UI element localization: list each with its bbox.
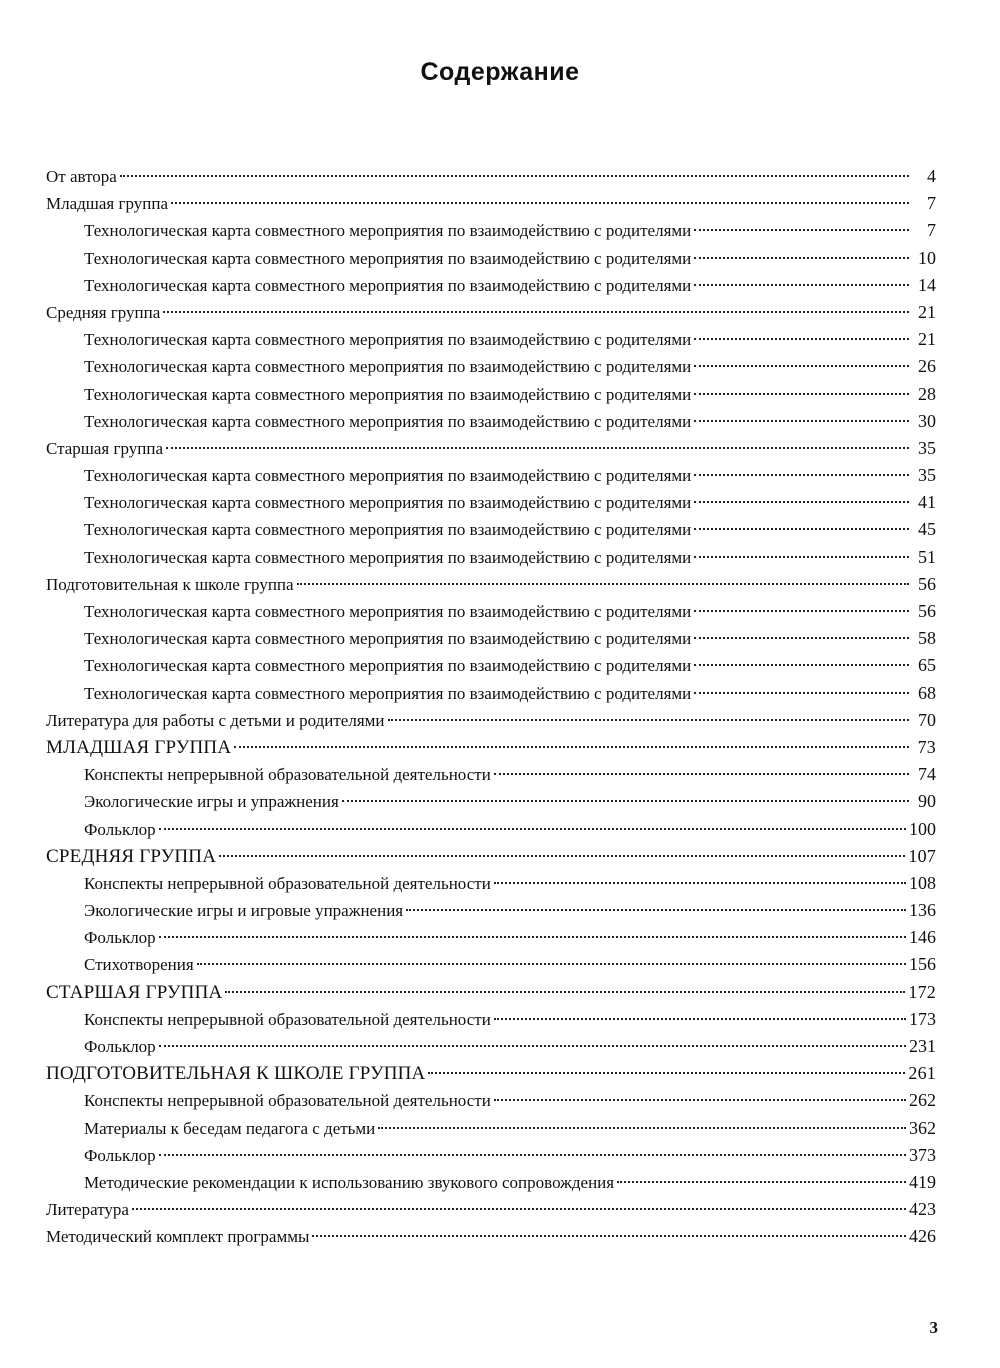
toc-entry-title: Технологическая карта совместного мероприятия по взаимодействию с родителями <box>84 493 692 513</box>
toc-entry-title: Материалы к беседам педагога с детьми <box>84 1118 376 1138</box>
toc-entry-page: 7 <box>927 193 936 214</box>
toc-entry-title: Средняя группа <box>46 302 161 322</box>
toc-entry-page: 58 <box>918 628 936 649</box>
dot-leader <box>694 474 909 476</box>
toc-subentry[interactable] <box>46 870 936 897</box>
toc-entry-title: Технологическая карта совместного мероприятия по взаимодействию с родителями <box>84 683 692 703</box>
toc-entry-title: Фольклор <box>84 1037 156 1056</box>
toc-entry-title: От автора <box>46 167 117 186</box>
dot-leader <box>225 991 905 993</box>
toc-entry-page: 261 <box>908 1063 936 1084</box>
dot-leader <box>297 583 909 585</box>
toc-entry-title: Литература <box>46 1200 129 1220</box>
toc-entry-page: 21 <box>918 329 936 350</box>
dot-leader <box>120 175 909 177</box>
toc-entry-page: 362 <box>909 1117 936 1138</box>
toc-entry[interactable] <box>46 843 936 870</box>
toc-subentry[interactable] <box>46 516 936 543</box>
toc-subentry[interactable] <box>46 245 936 272</box>
toc-entry-page: 26 <box>918 356 936 377</box>
dot-leader <box>159 1154 906 1156</box>
dot-leader <box>406 909 906 911</box>
toc-entry-page: 70 <box>918 709 936 730</box>
toc-entry-page: 231 <box>909 1036 936 1056</box>
toc-entry-title: СРЕДНЯЯ ГРУППА <box>46 845 217 867</box>
dot-leader <box>694 610 909 612</box>
toc-subentry[interactable] <box>46 489 936 516</box>
toc-entry-title: Литература для работы с детьми и родителями <box>46 710 385 730</box>
toc-subentry[interactable] <box>46 217 936 244</box>
toc-entry-title: ПОДГОТОВИТЕЛЬНАЯ К ШКОЛЕ ГРУППА <box>46 1063 426 1085</box>
toc-subentry[interactable] <box>46 326 936 353</box>
dot-leader <box>494 1018 906 1020</box>
toc-subentry[interactable] <box>46 816 936 843</box>
toc-entry-title: МЛАДШАЯ ГРУППА <box>46 736 232 758</box>
toc-entry-title: Технологическая карта совместного мероприятия по взаимодействию с родителями <box>84 357 692 377</box>
dot-leader <box>494 1099 906 1101</box>
dot-leader <box>342 800 909 802</box>
dot-leader <box>219 855 905 857</box>
toc-entry-title: Методический комплект программы <box>46 1227 310 1247</box>
dot-leader <box>159 828 906 830</box>
dot-leader <box>694 528 909 530</box>
toc-subentry[interactable] <box>46 951 936 978</box>
toc-entry-title: Технологическая карта совместного мероприятия по взаимодействию с родителями <box>84 629 692 649</box>
toc-entry-title: Конспекты непрерывной образовательной деятельности <box>84 1091 491 1111</box>
dot-leader <box>171 202 909 204</box>
toc-subentry[interactable] <box>46 381 936 408</box>
dot-leader <box>234 746 909 748</box>
toc-entry-title: Фольклор <box>84 1145 156 1165</box>
toc-entry-title: Фольклор <box>84 819 156 839</box>
toc-entry-title: Младшая группа <box>46 194 168 214</box>
toc-subentry[interactable] <box>46 788 936 815</box>
toc-entry-title: Старшая группа <box>46 438 163 458</box>
toc-subentry[interactable] <box>46 1115 936 1142</box>
toc-entry-title: Подготовительная к школе группа <box>46 574 294 594</box>
toc-subentry[interactable] <box>46 1142 936 1169</box>
toc-entry-title: СТАРШАЯ ГРУППА <box>46 981 223 1003</box>
toc-entry-page: 35 <box>918 465 936 486</box>
toc-entry-title: Технологическая карта совместного мероприятия по взаимодействию с родителями <box>84 248 692 268</box>
toc-entry-page: 146 <box>909 927 936 948</box>
toc-entry[interactable] <box>46 435 936 462</box>
toc-entry-title: Технологическая карта совместного мероприятия по взаимодействию с родителями <box>84 384 692 404</box>
toc-entry-title: Технологическая карта совместного мероприятия по взаимодействию с родителями <box>84 330 692 350</box>
dot-leader <box>694 257 909 259</box>
toc-entry[interactable] <box>46 299 936 326</box>
toc-entry-title: Экологические игры и упражнения <box>84 792 339 812</box>
toc-entry-page: 45 <box>918 519 936 540</box>
toc-entry-title: Технологическая карта совместного мероприятия по взаимодействию с родителями <box>84 520 692 540</box>
toc-subentry[interactable] <box>46 1087 936 1114</box>
toc-entry-page: 423 <box>909 1199 936 1220</box>
dot-leader <box>159 936 906 938</box>
toc-entry[interactable] <box>46 707 936 734</box>
toc-entry[interactable] <box>46 571 936 598</box>
dot-leader <box>694 393 909 395</box>
page-number: 3 <box>929 1318 938 1337</box>
toc-entry-page: 74 <box>918 764 936 785</box>
toc-entry-page: 68 <box>918 682 936 703</box>
dot-leader <box>617 1181 906 1183</box>
dot-leader <box>694 365 909 367</box>
dot-leader <box>428 1072 905 1074</box>
dot-leader <box>694 664 909 666</box>
toc-entry-page: 426 <box>909 1226 936 1247</box>
toc-entry-page: 14 <box>918 274 936 295</box>
toc-entry-title: Экологические игры и игровые упражнения <box>84 901 404 921</box>
toc-subentry[interactable] <box>46 1006 936 1033</box>
toc-entry-title: Конспекты непрерывной образовательной деятельности <box>84 873 491 893</box>
toc-entry-title: Технологическая карта совместного мероприятия по взаимодействию с родителями <box>84 656 692 676</box>
toc-entry[interactable] <box>46 1196 936 1223</box>
toc-subentry[interactable] <box>46 272 936 299</box>
page-title: Содержание <box>420 58 580 86</box>
dot-leader <box>163 311 909 313</box>
toc-entry-page: 21 <box>918 301 936 322</box>
toc-entry-page: 30 <box>918 410 936 431</box>
toc-entry[interactable] <box>46 1223 936 1250</box>
toc-subentry[interactable] <box>46 1169 936 1196</box>
toc-entry-title: Технологическая карта совместного мероприятия по взаимодействию с родителями <box>84 221 692 241</box>
toc-entry-page: 56 <box>918 573 936 594</box>
dot-leader <box>694 420 909 422</box>
toc-entry-page: 172 <box>908 981 936 1002</box>
toc-entry-page: 107 <box>908 845 936 866</box>
dot-leader <box>494 882 906 884</box>
dot-leader <box>166 447 909 449</box>
dot-leader <box>197 963 906 965</box>
toc-entry-title: Технологическая карта совместного мероприятия по взаимодействию с родителями <box>84 411 692 431</box>
toc-subentry[interactable] <box>46 761 936 788</box>
dot-leader <box>378 1127 906 1129</box>
dot-leader <box>132 1208 906 1210</box>
toc-subentry[interactable] <box>46 897 936 924</box>
toc-entry-page: 156 <box>909 954 936 975</box>
table-of-contents <box>46 163 936 1251</box>
toc-subentry[interactable] <box>46 408 936 435</box>
toc-subentry[interactable] <box>46 924 936 951</box>
toc-entry-title: Конспекты непрерывной образовательной деятельности <box>84 765 491 785</box>
dot-leader <box>494 773 909 775</box>
toc-entry-page: 100 <box>909 818 936 839</box>
toc-entry[interactable] <box>46 734 936 761</box>
toc-entry-title: Фольклор <box>84 928 156 948</box>
dot-leader <box>694 637 909 639</box>
toc-entry-page: 7 <box>927 220 936 241</box>
toc-entry-page: 56 <box>918 601 936 621</box>
toc-subentry[interactable] <box>46 652 936 679</box>
toc-entry[interactable] <box>46 979 936 1006</box>
toc-entry-title: Методические рекомендации к использованию звукового сопровождения <box>84 1172 615 1192</box>
toc-entry-page: 41 <box>918 492 936 513</box>
toc-entry-page: 136 <box>909 900 936 921</box>
toc-subentry[interactable] <box>46 598 936 625</box>
toc-entry-page: 108 <box>909 872 936 893</box>
toc-subentry[interactable] <box>46 680 936 707</box>
toc-subentry[interactable] <box>46 544 936 571</box>
toc-entry[interactable] <box>46 163 936 190</box>
dot-leader <box>159 1045 906 1047</box>
dot-leader <box>694 692 909 694</box>
dot-leader <box>694 338 909 340</box>
dot-leader <box>312 1235 906 1237</box>
toc-subentry[interactable] <box>46 1033 936 1060</box>
toc-entry-title: Конспекты непрерывной образовательной деятельности <box>84 1009 491 1029</box>
toc-entry-page: 28 <box>918 383 936 404</box>
toc-entry[interactable] <box>46 190 936 217</box>
toc-entry-title: Стихотворения <box>84 955 194 975</box>
toc-entry-page: 90 <box>918 791 936 812</box>
toc-entry-page: 51 <box>918 546 936 567</box>
toc-entry-page: 4 <box>927 166 936 186</box>
toc-entry-page: 262 <box>909 1090 936 1111</box>
toc-entry-page: 173 <box>909 1008 936 1029</box>
toc-entry-page: 373 <box>909 1144 936 1165</box>
dot-leader <box>694 556 909 558</box>
toc-entry-page: 10 <box>918 247 936 268</box>
dot-leader <box>694 501 909 503</box>
toc-subentry[interactable] <box>46 353 936 380</box>
dot-leader <box>694 284 909 286</box>
toc-entry-page: 419 <box>909 1171 936 1192</box>
toc-subentry[interactable] <box>46 462 936 489</box>
toc-entry-title: Технологическая карта совместного мероприятия по взаимодействию с родителями <box>84 275 692 295</box>
toc-entry-title: Технологическая карта совместного мероприятия по взаимодействию с родителями <box>84 547 692 567</box>
toc-entry-page: 65 <box>918 655 936 676</box>
toc-entry[interactable] <box>46 1060 936 1087</box>
toc-entry-title: Технологическая карта совместного мероприятия по взаимодействию с родителями <box>84 466 692 486</box>
toc-entry-page: 73 <box>917 736 936 757</box>
dot-leader <box>388 719 910 721</box>
dot-leader <box>694 229 909 231</box>
toc-subentry[interactable] <box>46 625 936 652</box>
toc-entry-page: 35 <box>918 437 936 458</box>
toc-entry-title: Технологическая карта совместного мероприятия по взаимодействию с родителями <box>84 602 692 621</box>
